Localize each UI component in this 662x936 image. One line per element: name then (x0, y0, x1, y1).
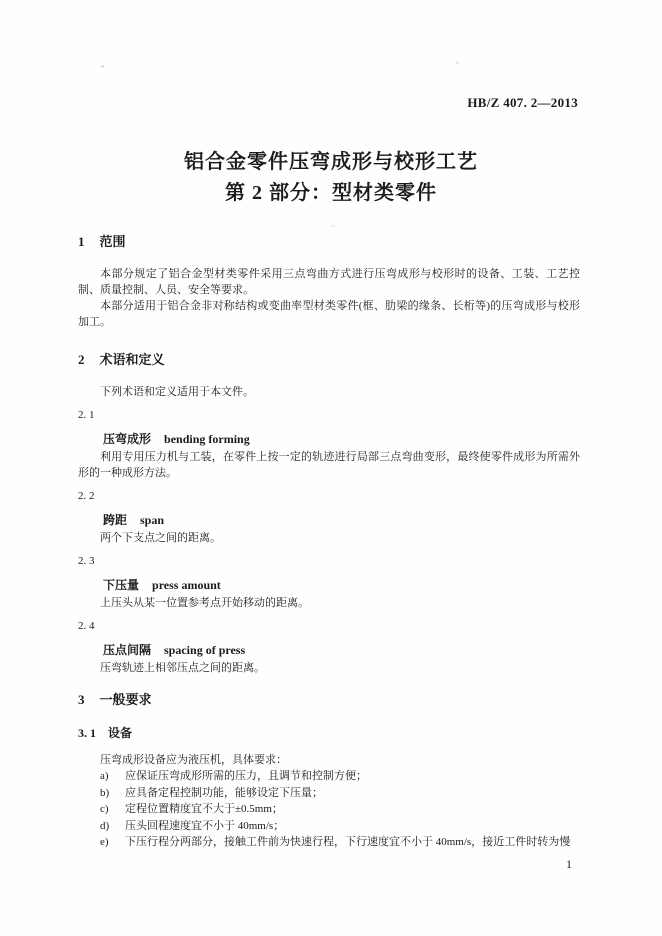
list-item (78, 818, 580, 835)
item-label: e) (100, 836, 109, 848)
subsection-heading-equipment (78, 725, 580, 741)
section-heading-general (78, 692, 580, 708)
term-line (78, 642, 580, 658)
item-text: 压头回程速度宜不小于 40mm/s； (125, 819, 285, 832)
scope-paragraph: 本部分规定了铝合金型材类零件采用三点弯曲方式进行压弯成形与校形时的设备、工装、工艺控制、质量控制、人员、安全等要求。 (78, 268, 580, 296)
term-block-2-4 (78, 618, 580, 676)
item-label: d) (100, 819, 110, 832)
term-english: spacing of press (164, 643, 246, 657)
document-title-block (0, 147, 662, 209)
term-line (78, 431, 580, 447)
scan-artifact (331, 225, 335, 227)
item-text: 定程位置精度宜不大于±0.5mm； (125, 803, 283, 815)
scan-artifact (101, 65, 104, 68)
clause-number: 2. 4 (78, 620, 95, 632)
term-chinese: 压点间隔 (103, 643, 152, 657)
section-title: 一般要求 (99, 692, 152, 707)
subsection-number: 3. 1 (78, 726, 96, 740)
document-body (78, 234, 580, 851)
equipment-intro: 压弯成形设备应为液压机，具体要求： (100, 754, 287, 766)
term-definition: 利用专用压力机与工装，在零件上按一定的轨迹进行局部三点弯曲变形，最终使零件成形为所需外形的一种成形方法。 (78, 451, 580, 479)
list-item (78, 768, 580, 785)
term-english: span (140, 513, 165, 527)
page-number: 1 (566, 857, 572, 871)
term-chinese: 压弯成形 (103, 432, 152, 446)
list-item (78, 785, 580, 802)
term-definition: 压弯轨迹上相邻压点之间的距离。 (100, 662, 265, 674)
clause-number: 2. 3 (78, 555, 95, 567)
section-heading-scope (78, 234, 580, 250)
term-english: bending forming (164, 432, 250, 446)
section-number: 2 (78, 352, 85, 367)
term-english: press amount (152, 578, 221, 592)
section-title: 术语和定义 (99, 352, 165, 367)
item-label: c) (100, 803, 109, 815)
term-block-2-2 (78, 488, 580, 546)
standard-doc-number: HB/Z 407. 2—2013 (467, 95, 578, 110)
term-line (78, 577, 580, 593)
item-label: a) (100, 770, 109, 782)
item-label: b) (100, 786, 110, 799)
list-item (78, 834, 580, 851)
requirement-list (78, 768, 580, 851)
terms-intro: 下列术语和定义适用于本文件。 (100, 386, 254, 398)
clause-number: 2. 2 (78, 490, 95, 502)
term-chinese: 下压量 (103, 578, 140, 592)
list-item (78, 801, 580, 818)
scope-paragraph: 本部分适用于铝合金非对称结构或变曲率型材类零件(框、肋梁的缘条、长桁等)的压弯成形与校形加工。 (78, 300, 580, 328)
section-number: 1 (78, 234, 85, 249)
document-subtitle: 第 2 部分：型材类零件 (225, 182, 437, 204)
term-line (78, 512, 580, 528)
document-title: 铝合金零件压弯成形与校形工艺 (184, 151, 478, 173)
term-chinese: 跨距 (103, 513, 128, 527)
term-definition: 两个下支点之间的距离。 (100, 532, 221, 544)
subsection-title: 设备 (108, 726, 133, 740)
section-number: 3 (78, 692, 85, 707)
item-text: 应具备定程控制功能，能够设定下压量； (125, 786, 323, 799)
term-block-2-3 (78, 553, 580, 611)
section-title: 范围 (99, 234, 126, 249)
section-heading-terms (78, 352, 580, 368)
term-block-2-1 (78, 407, 580, 481)
scan-artifact (456, 61, 459, 64)
item-text: 应保证压弯成形所需的压力，且调节和控制方便； (125, 770, 367, 782)
item-text: 下压行程分两部分，接触工件前为快速行程，下行速度宜不小于 40mm/s，接近工件时转为慢 (125, 836, 571, 848)
term-definition: 上压头从某一位置参考点开始移动的距离。 (100, 597, 309, 609)
clause-number: 2. 1 (78, 409, 95, 421)
